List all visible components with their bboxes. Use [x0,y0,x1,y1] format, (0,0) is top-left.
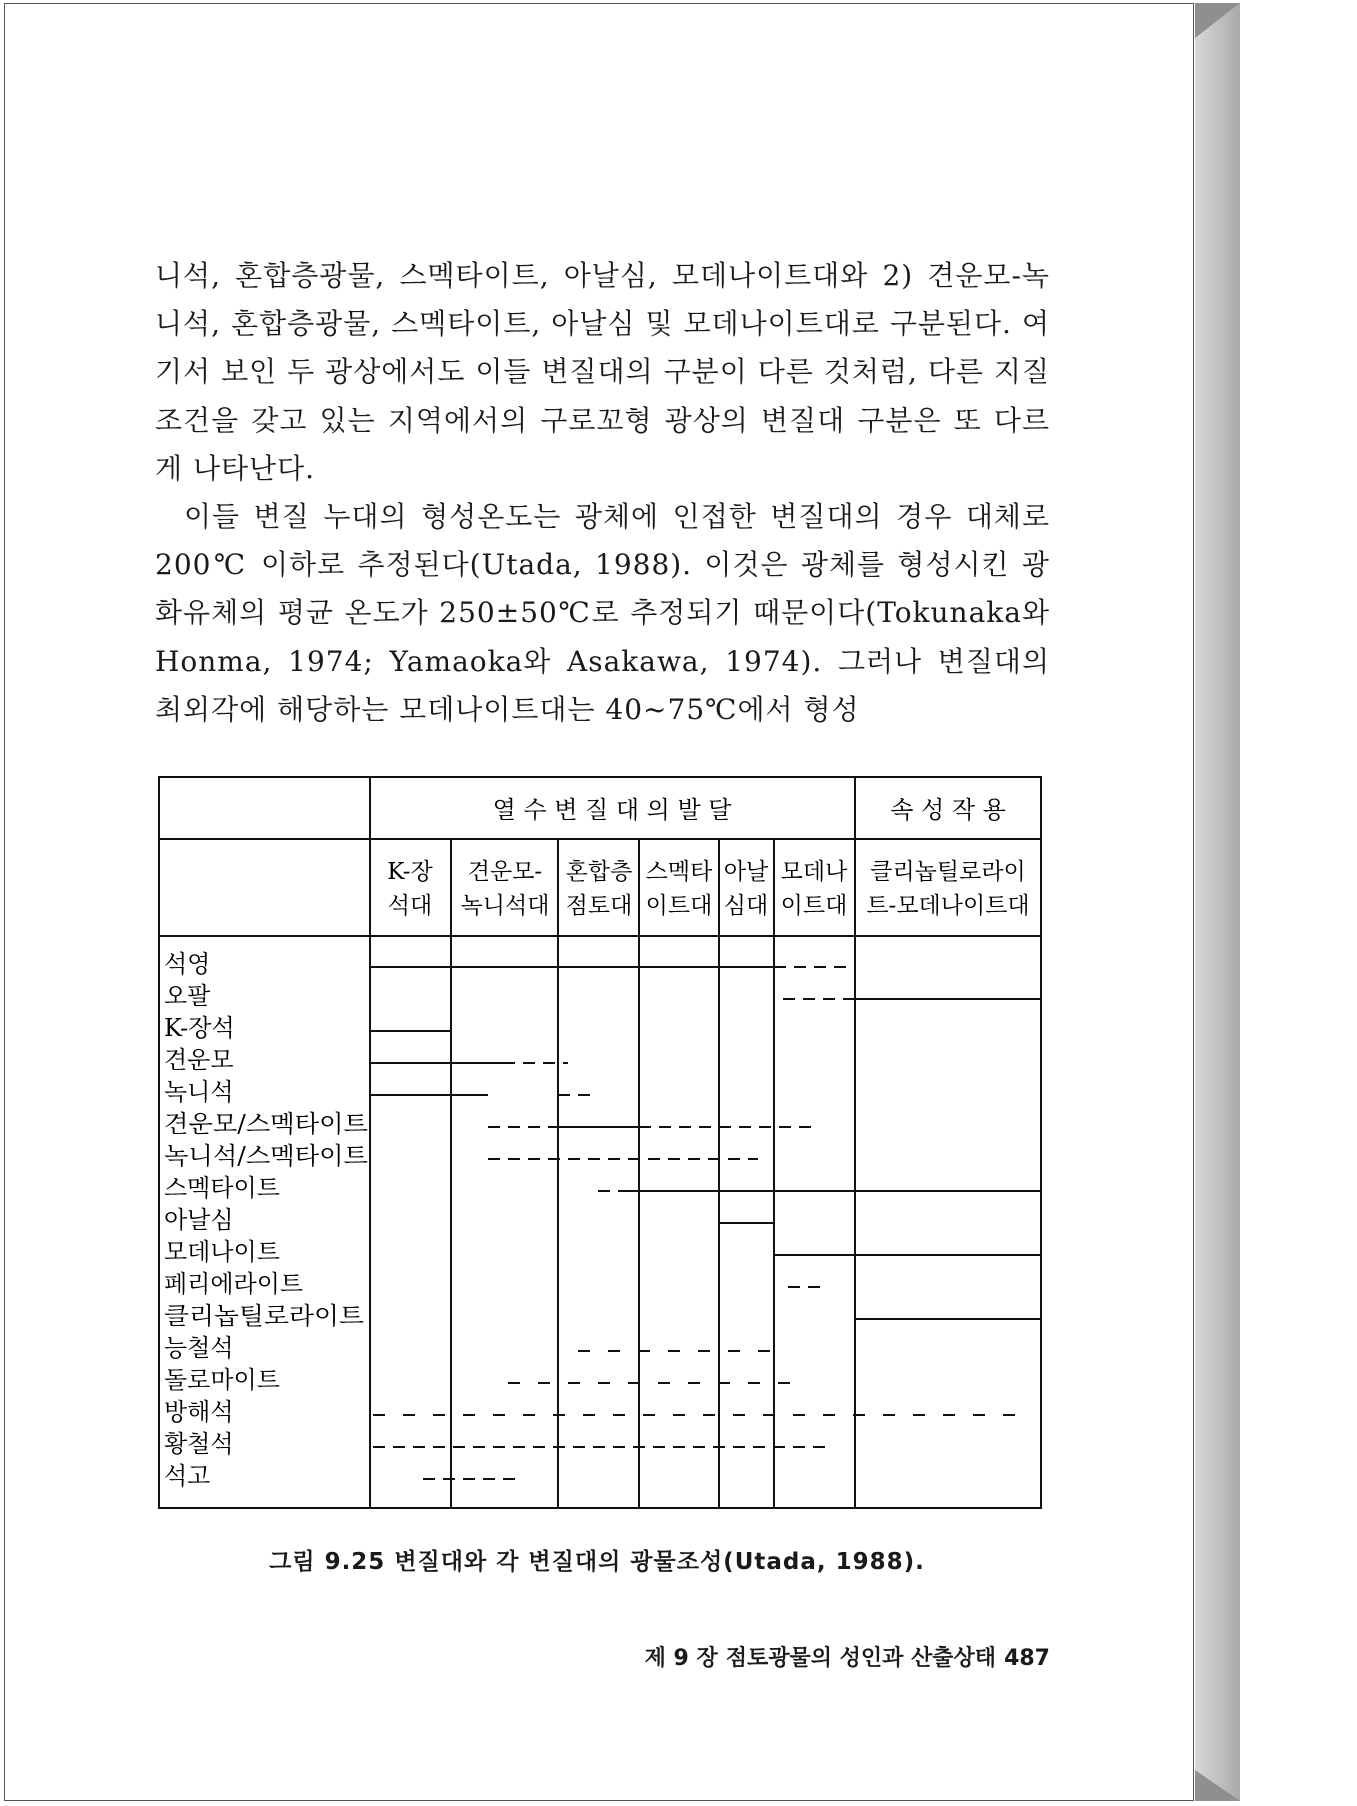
mineral-label: 견운모/스멕타이트 [164,1110,368,1138]
mineral-label: 클리놉틸로라이트 [164,1302,364,1330]
body-text [155,252,1050,734]
zone-header-3-line2: 점토대 [565,893,633,919]
mineral-label: 페리에라이트 [164,1270,304,1298]
paragraph-2: 이들 변질 누대의 형성온도는 광체에 인접한 변질대의 경우 대체로 200℃ 이하로 추정된다(Utada, 1988). 이것은 광체를 형성시킨 광화유체의 평균 온도가 250±50℃로 추정되기 때문이다(Tokunaka와 Honma, 1974; Yamaoka와 Asakawa, 1974). 그러나 변질대의 최외각에 해당하는 모데나이트대는 40~75℃에서 형성 [155,500,1050,726]
mineral-zone-table [158,776,1042,1509]
mineral-label: 오팔 [164,982,211,1010]
mineral-label: 견운모 [164,1046,234,1074]
zone-header-2-line1: 견운모- [467,859,543,885]
mineral-label: 능철석 [164,1334,234,1362]
zone-header-1-line1: K-장 [387,859,433,885]
page-number: 487 [1004,1646,1050,1671]
paragraph-1: 니석, 혼합층광물, 스멕타이트, 아날심, 모데나이트대와 2) 견운모-녹니석, 혼합층광물, 스멕타이트, 아날심 및 모데나이트대로 구분된다. 여기서 보인 두 광상에서도 이들 변질대의 구분이 다른 것처럼, 다른 지질조건을 갖고 있는 지역에서의 구로꼬형 광상의 변질대 구분은 또 다르게 나타난다. [155,259,1050,485]
zone-header-3-line1: 혼합층 [565,859,633,885]
figure-caption: 그림 9.25 변질대와 각 변질대의 광물조성(Utada, 1988). [269,1549,925,1575]
book-spine-top [1195,3,1240,38]
mineral-label: 스멕타이트 [164,1174,280,1202]
mineral-label: 방해석 [164,1398,234,1426]
zone-header-5-line1: 아날 [723,859,769,885]
mineral-label: 황철석 [164,1430,234,1458]
zone-header-1-line2: 석대 [387,893,433,919]
mineral-labels [164,950,368,1490]
mineral-label: 석영 [164,950,211,978]
page-footer [560,1641,1050,1672]
group-header-diagenesis: 속 성 작 용 [890,796,1006,824]
zone-header-7-line1: 클리놉틸로라이 [870,859,1026,885]
zone-header-7-line2: 트-모데나이트대 [866,893,1030,919]
occurrence-ranges [370,967,1042,1479]
footer-chapter: 제 9 장 [644,1646,718,1671]
zone-header-2-line2: 녹니석대 [460,893,550,919]
mineral-label: 돌로마이트 [164,1366,280,1394]
mineral-label: 아날심 [164,1206,234,1234]
group-header-hydrothermal: 열 수 변 질 대 의 발 달 [492,796,732,824]
book-spine-bottom [1195,1770,1240,1801]
zone-header-4-line2: 이트대 [645,893,713,919]
book-spine [1195,3,1240,1801]
mineral-label: 녹니석 [164,1078,234,1106]
footer-title: 점토광물의 성인과 산출상태 [725,1646,997,1671]
zone-header-5-line2: 심대 [723,893,769,919]
zone-header-6-line2: 이트대 [780,893,848,919]
mineral-label: 모데나이트 [164,1238,280,1266]
mineral-label: 녹니석/스멕타이트 [164,1142,368,1170]
zone-header-6-line1: 모데나 [780,859,848,885]
mineral-label: 석고 [164,1462,211,1490]
mineral-label: K-장석 [164,1014,235,1042]
zone-header-4-line1: 스멕타 [645,859,713,885]
